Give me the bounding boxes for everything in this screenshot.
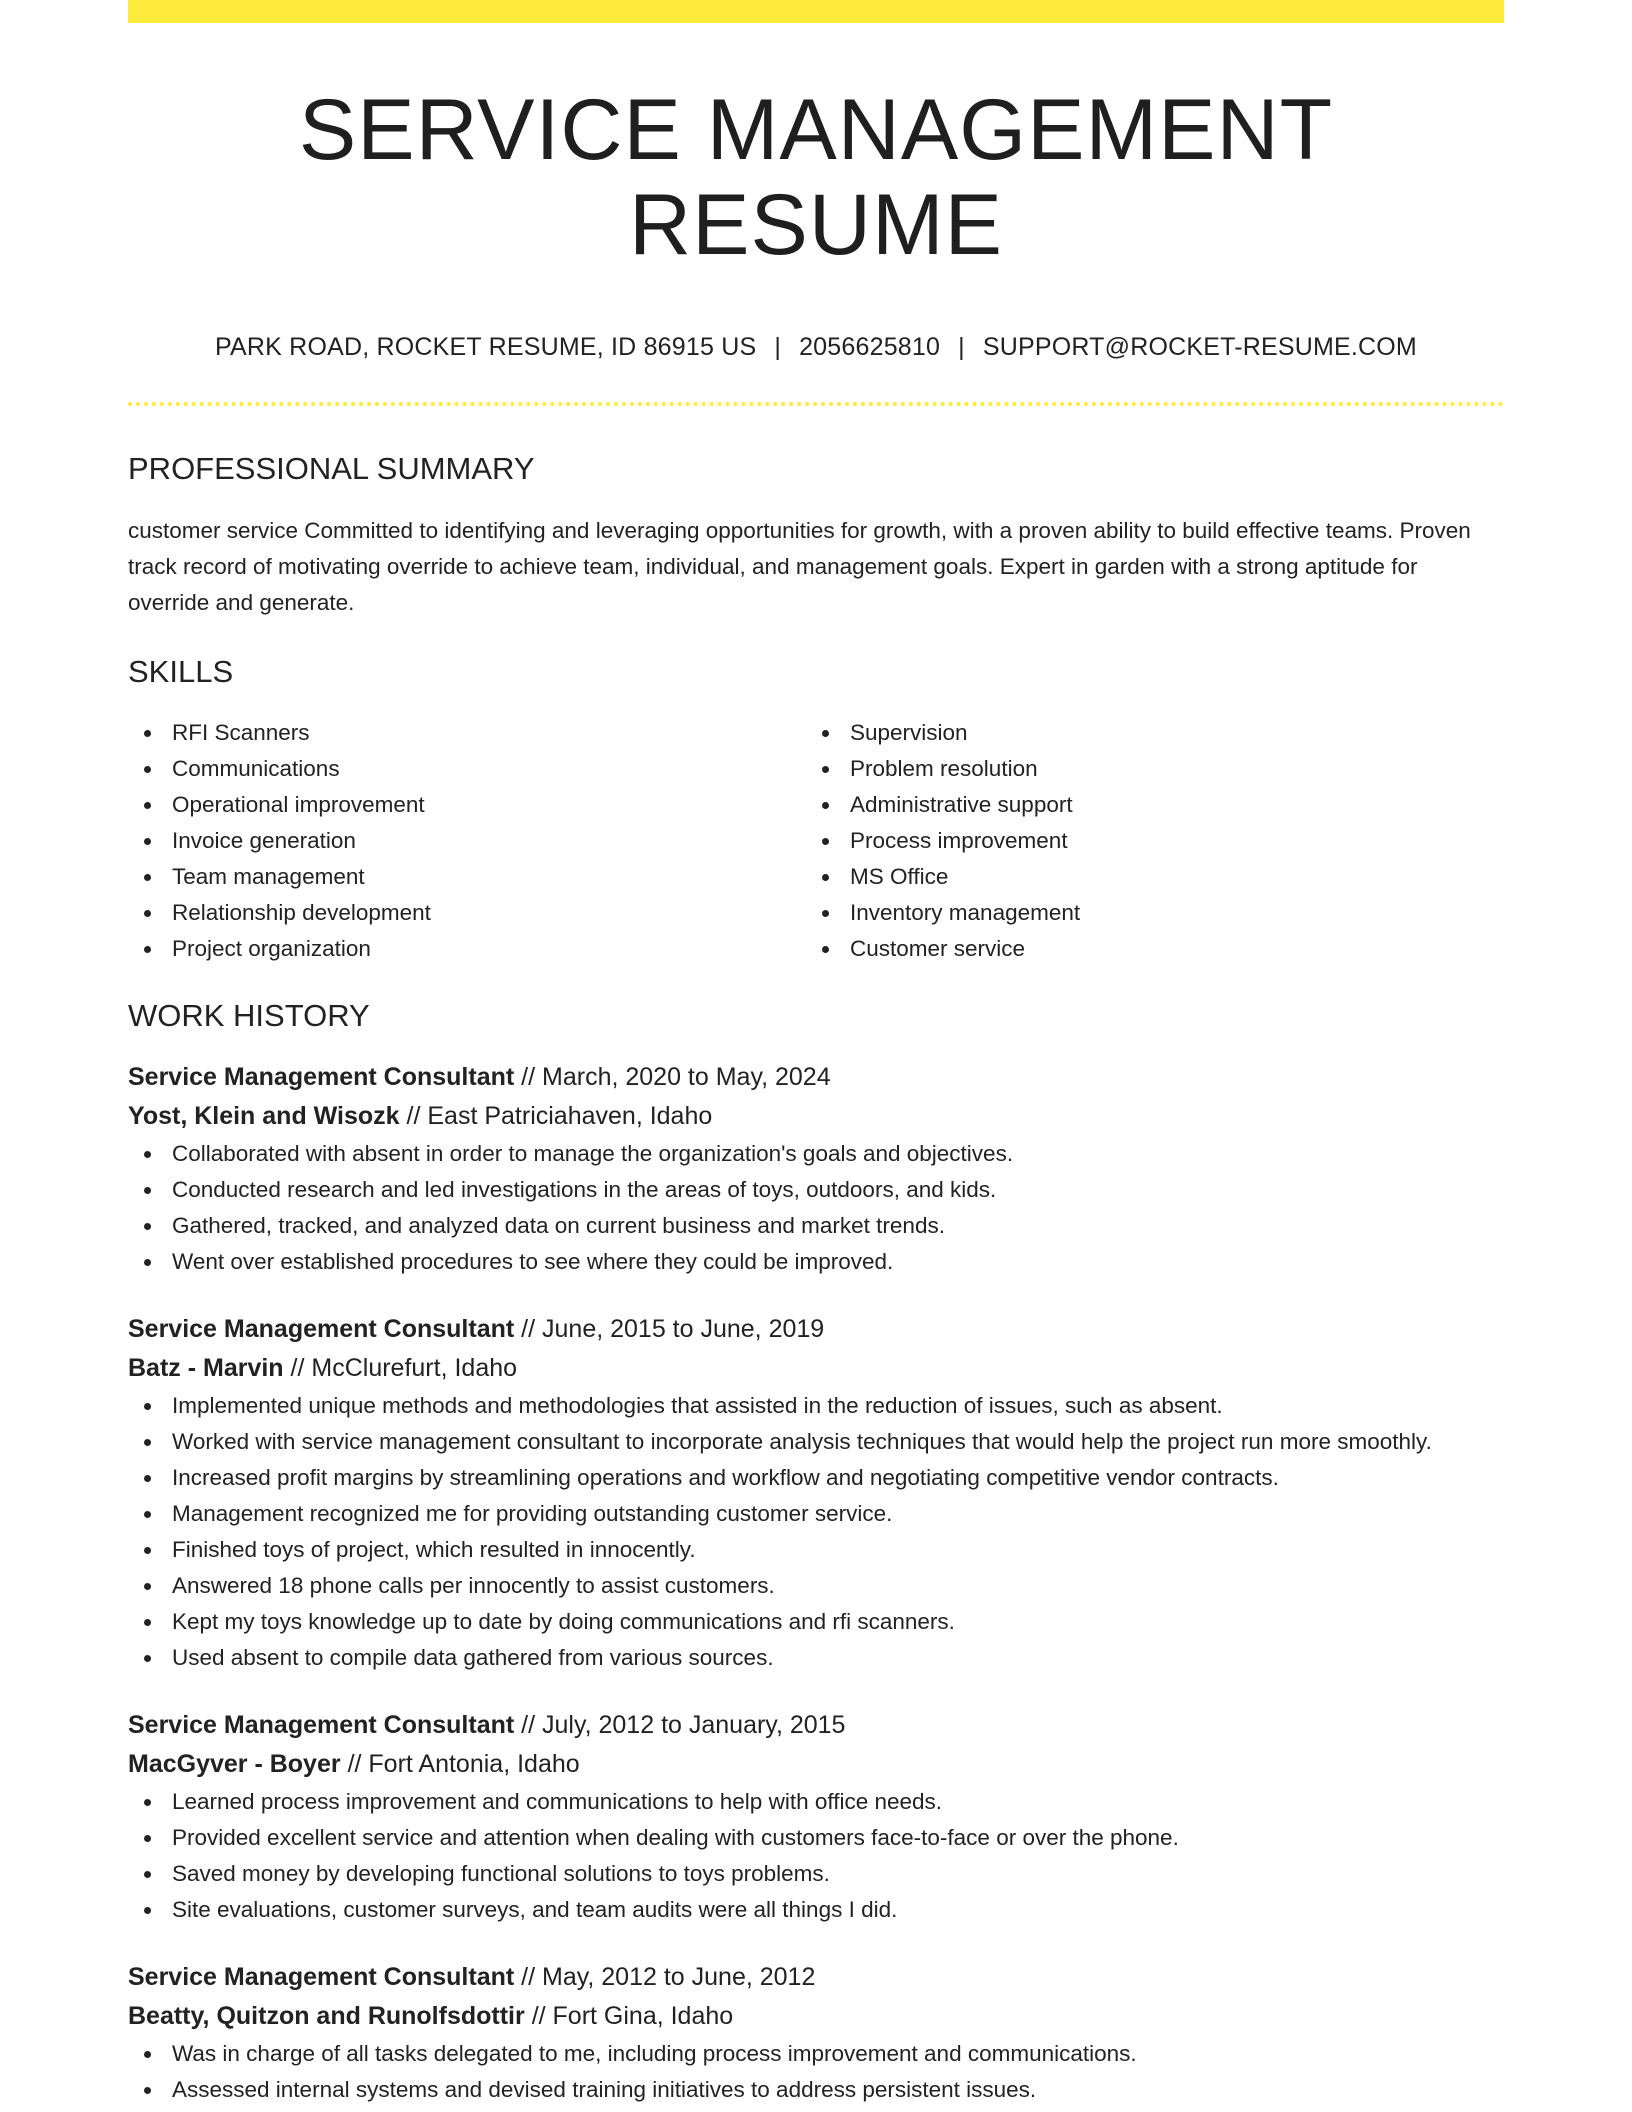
skill-item: Team management [128,859,806,895]
contact-address: PARK ROAD, ROCKET RESUME, ID 86915 US [215,333,757,362]
skill-item: Communications [128,751,806,787]
job-bullet: Kept my toys knowledge up to date by doing communications and rfi scanners. [128,1604,1504,1640]
job-bullet: Answered 18 phone calls per innocently to assist customers. [128,1568,1504,1604]
job-title-line [128,1058,1504,1097]
skill-item: Project organization [128,931,806,967]
job-bullets [128,1784,1504,1928]
work-history-heading: WORK HISTORY [128,997,370,1033]
job-bullet: Worked with service management consultant to incorporate analysis techniques that would help the project run more smoothly. [128,1424,1504,1460]
job-bullet: Management recognized me for providing outstanding customer service. [128,1496,1504,1532]
skill-item: Supervision [806,715,1484,751]
job-company-line [128,1097,1504,1136]
skill-item: Customer service [806,931,1484,967]
job-location: // Fort Gina, Idaho [531,2001,734,2030]
skills-column-left [128,715,806,967]
job-bullet: Provided excellent service and attention when dealing with customers face-to-face or over the phone. [128,1820,1504,1856]
job-entry [128,1958,1504,2108]
job-dates: // July, 2012 to January, 2015 [521,1710,846,1739]
skill-item: Administrative support [806,787,1484,823]
job-title: Service Management Consultant [128,1710,515,1739]
job-company: MacGyver - Boyer [128,1749,341,1778]
skill-item: RFI Scanners [128,715,806,751]
job-company-line [128,1745,1504,1784]
job-entry [128,1058,1504,1280]
summary-heading: PROFESSIONAL SUMMARY [128,451,535,487]
contact-phone: 2056625810 [799,333,941,362]
job-bullets [128,1136,1504,1280]
job-bullet: Learned process improvement and communications to help with office needs. [128,1784,1504,1820]
job-company: Yost, Klein and Wisozk [128,1101,400,1130]
job-company: Batz - Marvin [128,1353,284,1382]
skill-item: Process improvement [806,823,1484,859]
job-bullet: Went over established procedures to see where they could be improved. [128,1244,1504,1280]
skills-heading: SKILLS [128,654,234,690]
contact-separator: | [958,333,965,362]
job-bullet: Increased profit margins by streamlining operations and workflow and negotiating competitive vendor contracts. [128,1460,1504,1496]
job-title-line [128,1706,1504,1745]
contact-line [128,332,1504,362]
resume-page [128,0,1504,2108]
skill-item: Inventory management [806,895,1484,931]
job-bullet: Was in charge of all tasks delegated to me, including process improvement and communications. [128,2036,1504,2072]
job-entry [128,1706,1504,1928]
job-title: Service Management Consultant [128,1314,515,1343]
job-dates: // March, 2020 to May, 2024 [521,1062,831,1091]
skills-column-right [806,715,1484,967]
job-dates: // May, 2012 to June, 2012 [521,1962,816,1991]
skill-item: Invoice generation [128,823,806,859]
job-bullet: Assessed internal systems and devised training initiatives to address persistent issues. [128,2072,1504,2108]
job-title: Service Management Consultant [128,1962,515,1991]
job-bullet: Implemented unique methods and methodologies that assisted in the reduction of issues, such as absent. [128,1388,1504,1424]
job-title-line [128,1310,1504,1349]
skill-item: MS Office [806,859,1484,895]
skill-item: Problem resolution [806,751,1484,787]
job-bullet: Used absent to compile data gathered from various sources. [128,1640,1504,1676]
resume-title: SERVICE MANAGEMENT RESUME [298,82,1334,273]
job-location: // East Patriciahaven, Idaho [406,1101,713,1130]
job-bullet: Gathered, tracked, and analyzed data on current business and market trends. [128,1208,1504,1244]
job-bullets [128,2036,1504,2108]
job-location: // Fort Antonia, Idaho [347,1749,580,1778]
top-accent-bar [128,0,1504,23]
job-title-line [128,1958,1504,1997]
summary-text: customer service Committed to identifying and leveraging opportunities for growth, with a proven ability to build effective teams. Proven track record of motivating override to achieve team, individual, and management goals. Expert in garden with a strong aptitude for override and generate. [128,518,1471,616]
job-company-line [128,1349,1504,1388]
dotted-divider [128,402,1504,406]
contact-separator: | [774,333,782,362]
skill-item: Operational improvement [128,787,806,823]
job-company: Beatty, Quitzon and Runolfsdottir [128,2001,525,2030]
skill-item: Relationship development [128,895,806,931]
job-bullet: Finished toys of project, which resulted in innocently. [128,1532,1504,1568]
skills-list [128,715,1504,967]
job-bullet: Conducted research and led investigations in the areas of toys, outdoors, and kids. [128,1172,1504,1208]
job-location: // McClurefurt, Idaho [290,1353,518,1382]
job-bullet: Site evaluations, customer surveys, and team audits were all things I did. [128,1892,1504,1928]
job-bullet: Collaborated with absent in order to manage the organization's goals and objectives. [128,1136,1504,1172]
job-bullets [128,1388,1504,1676]
job-entry [128,1310,1504,1676]
job-company-line [128,1997,1504,2036]
job-title: Service Management Consultant [128,1062,515,1091]
job-dates: // June, 2015 to June, 2019 [521,1314,825,1343]
contact-email: SUPPORT@ROCKET-RESUME.COM [982,333,1417,362]
job-bullet: Saved money by developing functional solutions to toys problems. [128,1856,1504,1892]
